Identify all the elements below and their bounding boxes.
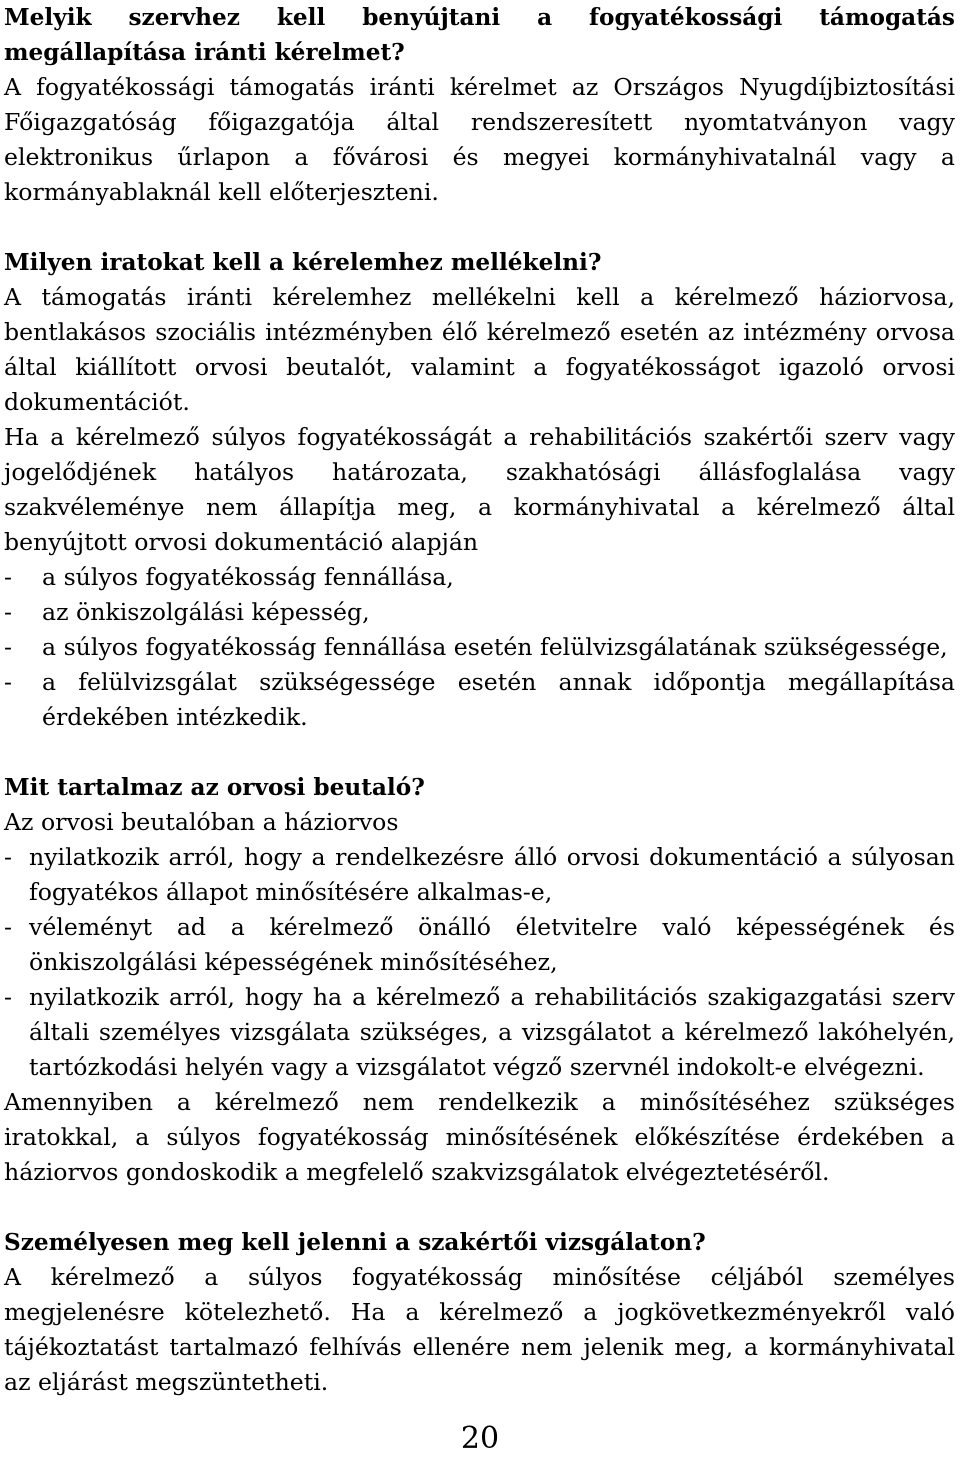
list-dash: - (4, 668, 12, 696)
list-dash: - (4, 843, 12, 871)
list-item (4, 595, 955, 630)
list-dash: - (4, 633, 12, 661)
referral-list (4, 840, 955, 1085)
list-item-text: nyilatkozik arról, hogy a rendelkezésre álló orvosi dokumentáció a súlyosan fogyatékos állapot minősítésére alkalmas-e, (29, 843, 955, 906)
list-item-text: a súlyos fogyatékosság fennállása, (42, 563, 454, 591)
paragraph-required-documents: A támogatás iránti kérelemhez mellékelni kell a kérelmező háziorvosa, bentlakásos szociális intézményben élő kérelmező esetén az intézmény orvosa által kiállított orvosi beutalót, valamint a fogyatékosságot igazoló orvosi dokumentációt. (4, 283, 955, 416)
section-heading-personal-appearance: Személyesen meg kell jelenni a szakértői vizsgálaton? (4, 1229, 706, 1256)
section-gap (4, 735, 955, 770)
determination-list (4, 560, 955, 735)
list-item (4, 560, 955, 595)
list-item (4, 980, 955, 1085)
list-dash: - (4, 598, 12, 626)
list-item-text: nyilatkozik arról, hogy ha a kérelmező a rehabilitációs szakigazgatási szerv általi személyes vizsgálata szükséges, a vizsgálatot a kérelmező lakóhelyén, tartózkodási helyén vagy a vizsgálatot végző szervnél indokolt-e elvégezni. (29, 983, 955, 1081)
list-item-text: a felülvizsgálat szükségessége esetén annak időpontja megállapítása érdekében intézkedik. (42, 668, 955, 731)
paragraph-submission-info: A fogyatékossági támogatás iránti kérelmet az Országos Nyugdíjbiztosítási Főigazgatóság főigazgatója által rendszeresített nyomtatványon vagy elektronikus űrlapon a fővárosi és megyei kormányhivatalnál vagy a kormányablaknál kell előterjeszteni. (4, 73, 955, 206)
list-dash: - (4, 983, 12, 1011)
section-gap (4, 210, 955, 245)
paragraph-referral-intro: Az orvosi beutalóban a háziorvos (4, 808, 399, 836)
paragraph-personal-appearance: A kérelmező a súlyos fogyatékosság minősítése céljából személyes megjelenésre kötelezhető. Ha a kérelmező a jogkövetkezményekről való tájékoztatást tartalmazó felhívás ellenére nem jelenik meg, a kormányhivatal az eljárást megszüntetheti. (4, 1263, 955, 1396)
list-item (4, 840, 955, 910)
section-gap (4, 1190, 955, 1225)
section-heading-submission-authority: Melyik szervhez kell benyújtani a fogyatékossági támogatás megállapítása iránti kérelmet? (4, 4, 955, 66)
section-heading-referral-contents: Mit tartalmaz az orvosi beutaló? (4, 774, 425, 801)
list-item-text: az önkiszolgálási képesség, (42, 598, 370, 626)
document-page (4, 0, 955, 1400)
list-item (4, 630, 955, 665)
list-dash: - (4, 563, 12, 591)
page-number: 20 (460, 1421, 500, 1456)
section-heading-required-documents: Milyen iratokat kell a kérelemhez mellékelni? (4, 249, 602, 276)
paragraph-referral-closing: Amennyiben a kérelmező nem rendelkezik a minősítéséhez szükséges iratokkal, a súlyos fogyatékosság minősítésének előkészítése érdekében a háziorvos gondoskodik a megfelelő szakvizsgálatok elvégeztetéséről. (4, 1088, 955, 1186)
list-item-text: a súlyos fogyatékosság fennállása esetén felülvizsgálatának szükségessége, (42, 633, 948, 661)
list-dash: - (4, 913, 12, 941)
list-item (4, 665, 955, 735)
list-item-text: véleményt ad a kérelmező önálló életvitelre való képességének és önkiszolgálási képességének minősítéséhez, (29, 913, 955, 976)
list-item (4, 910, 955, 980)
paragraph-government-office-procedure: Ha a kérelmező súlyos fogyatékosságát a rehabilitációs szakértői szerv vagy jogelődjének hatályos határozata, szakhatósági állásfoglalása vagy szakvéleménye nem állapítja meg, a kormányhivatal a kérelmező által benyújtott orvosi dokumentáció alapján (4, 423, 955, 556)
